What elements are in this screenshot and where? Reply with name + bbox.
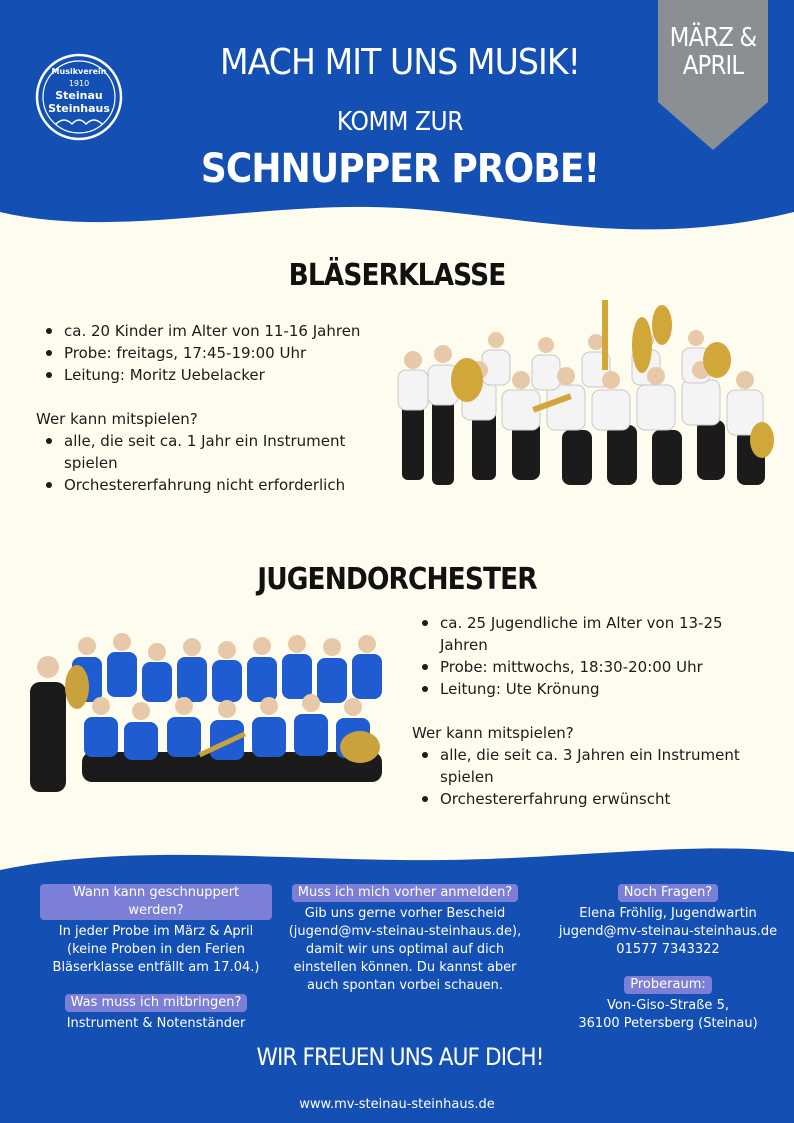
footer-when [40,884,272,977]
register-label: Muss ich mich vorher anmelden? [292,884,518,902]
svg-text:Steinau: Steinau [55,89,103,102]
list-item: Orchestererfahrung nicht erforderlich [36,474,366,496]
blaeserklasse-group-photo [362,290,786,510]
jugendorchester-info [412,612,762,810]
svg-text:Musikverein: Musikverein [51,67,107,76]
blaeserklasse-facts [36,320,366,386]
list-item: Orchestererfahrung erwünscht [412,788,762,810]
contact-name: Elena Fröhlig, Jugendwartin [579,906,757,921]
headline-main: MACH MIT UNS MUSIK! [219,42,581,83]
blaeserklasse-info [36,320,366,496]
list-item: ca. 20 Kinder im Alter von 11-16 Jahren [36,320,366,342]
footer-bring [40,994,272,1033]
jugendorchester-facts [412,612,762,700]
bring-text: Instrument & Notenständer [66,1016,246,1031]
badge-line-2: APRIL [682,51,744,81]
room-street: Von-Giso-Straße 5, [607,998,729,1013]
list-item: alle, die seit ca. 3 Jahren ein Instrument spielen [412,744,762,788]
list-item: Probe: freitags, 17:45-19:00 Uhr [36,342,366,364]
website-link[interactable]: www.mv-steinau-steinhaus.de [299,1097,495,1112]
blaeserklasse-title: BLÄSERKLASSE [288,258,506,293]
jugendorchester-question: Wer kann mitspielen? [412,724,574,742]
club-logo [34,52,124,142]
when-label: Wann kann geschnuppert werden? [40,884,272,920]
list-item: Leitung: Moritz Uebelacker [36,364,366,386]
room-city: 36100 Petersberg (Steinau) [578,1016,758,1031]
jugendorchester-title: JUGENDORCHESTER [257,562,537,597]
list-item: ca. 25 Jugendliche im Alter von 13-25 Jahren [412,612,762,656]
date-badge [665,24,762,80]
list-item: Probe: mittwochs, 18:30-20:00 Uhr [412,656,762,678]
badge-line-1: MÄRZ & [669,23,757,53]
footer-contact [548,884,788,959]
blaeserklasse-question: Wer kann mitspielen? [36,410,198,428]
closing-headline: WIR FREUEN UNS AUF DICH! [256,1043,544,1071]
register-text: Gib uns gerne vorher Bescheid (jugend@mv-steinau-steinhaus.de), damit wir uns optimal auf dich einstellen können. Du kannst aber auch spontan vorbei schauen. [288,906,522,993]
list-item: Leitung: Ute Krönung [412,678,762,700]
list-item: alle, die seit ca. 1 Jahr ein Instrument spielen [36,430,366,474]
headline-sub: KOMM ZUR [336,107,464,137]
room-label: Proberaum: [624,976,711,994]
when-text: In jeder Probe im März & April (keine Proben in den Ferien Bläserklasse entfällt am 17.04.) [52,924,260,975]
blaeserklasse-requirements [36,430,366,496]
footer-register [285,884,525,995]
contact-phone: 01577 7343322 [616,942,720,957]
jugendorchester-requirements [412,744,762,810]
bring-label: Was muss ich mitbringen? [65,994,248,1012]
questions-label: Noch Fragen? [618,884,718,902]
svg-text:Steinhaus: Steinhaus [48,102,110,115]
contact-email[interactable]: jugend@mv-steinau-steinhaus.de [558,924,778,939]
footer-room [548,976,788,1033]
svg-text:1910: 1910 [68,79,90,88]
headline-event: SCHNUPPER PROBE! [200,146,600,192]
jugendorchester-group-photo [22,622,394,794]
